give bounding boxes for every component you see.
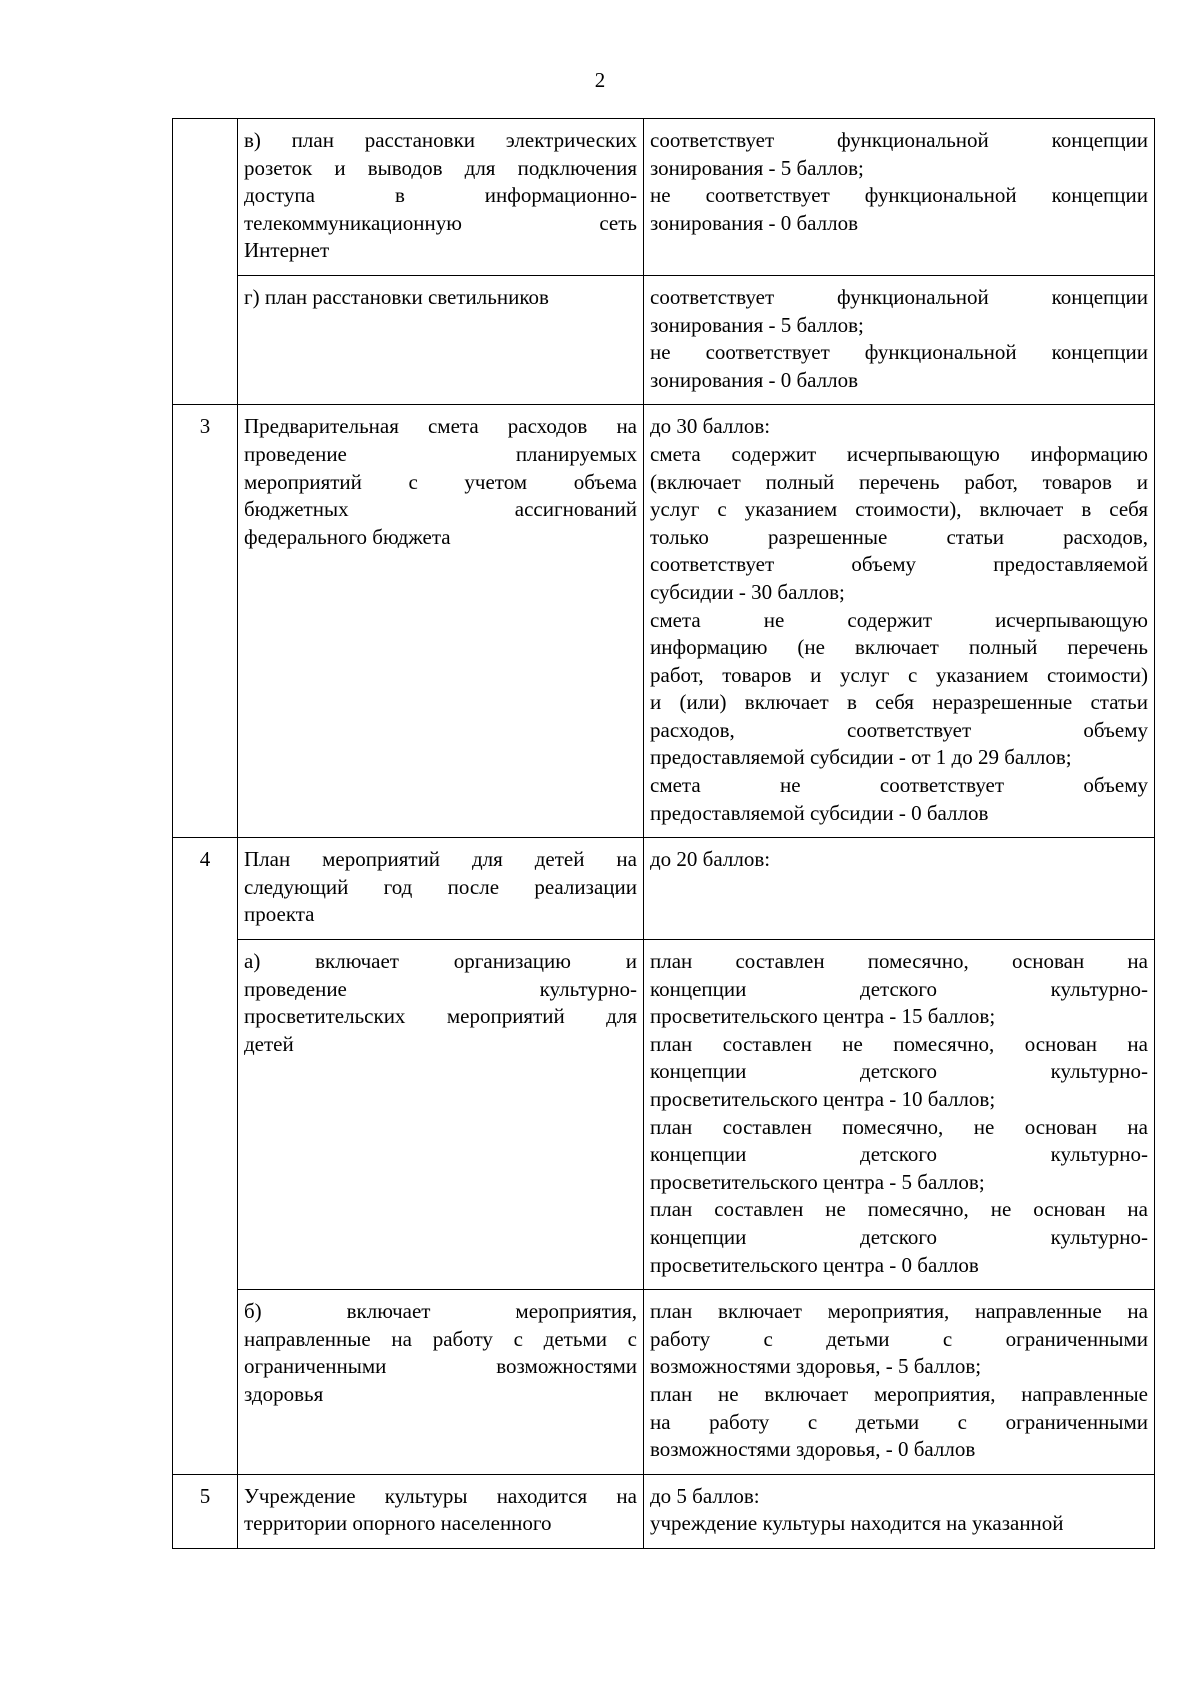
text-line: розеток и выводов для подключения bbox=[244, 155, 637, 180]
score-cell bbox=[644, 940, 1155, 1290]
text-line: не соответствует функциональной концепции bbox=[650, 183, 1148, 208]
text-line: здоровья bbox=[244, 1381, 324, 1406]
text-line: Учреждение культуры находится на bbox=[244, 1483, 637, 1508]
table-row bbox=[173, 1474, 1155, 1548]
text-line: зонирования - 0 баллов bbox=[650, 210, 859, 235]
text-line: направленные на работу с детьми с bbox=[244, 1326, 637, 1351]
text-line: концепции детского культурно- bbox=[650, 1059, 1148, 1084]
text-line: территории опорного населенного bbox=[244, 1511, 552, 1536]
criteria-table-body bbox=[173, 119, 1155, 1549]
item-number: 4 bbox=[173, 838, 238, 1474]
text-line: только разрешенные статьи расходов, bbox=[650, 524, 1148, 549]
table-row bbox=[173, 275, 1155, 404]
text-line: план включает мероприятия, направленные на bbox=[650, 1299, 1148, 1324]
text-line: план не включает мероприятия, направленные bbox=[650, 1381, 1148, 1406]
text-line: соответствует функциональной концепции bbox=[650, 128, 1148, 152]
page-number: 2 bbox=[594, 68, 606, 92]
text-line: соответствует объему предоставляемой bbox=[650, 552, 1148, 577]
text-line: предоставляемой субсидии - 0 баллов bbox=[650, 800, 989, 825]
text-line: бюджетных ассигнований bbox=[244, 497, 637, 522]
text-line: концепции детского культурно- bbox=[650, 976, 1148, 1001]
table-row bbox=[173, 1290, 1155, 1475]
criterion-cell bbox=[238, 940, 644, 1290]
text-line: следующий год после реализации bbox=[244, 874, 637, 899]
text-line: до 5 баллов: bbox=[650, 1483, 760, 1508]
text-line: план составлен не помесячно, не основан на bbox=[650, 1197, 1148, 1222]
text-line: просветительского центра - 5 баллов; bbox=[650, 1169, 985, 1194]
text-line: мероприятий с учетом объема bbox=[244, 469, 637, 494]
text-line: концепции детского культурно- bbox=[650, 1142, 1148, 1167]
criterion-cell bbox=[238, 1474, 644, 1548]
table-row bbox=[173, 119, 1155, 276]
criterion-cell bbox=[238, 405, 644, 838]
criterion-cell bbox=[238, 838, 644, 940]
table-row bbox=[173, 405, 1155, 838]
text-line: ограниченными возможностями bbox=[244, 1354, 637, 1379]
text-line: проведение планируемых bbox=[244, 441, 637, 466]
item-number: 3 bbox=[173, 405, 238, 838]
table-row bbox=[173, 838, 1155, 940]
text-line: расходов, соответствует объему bbox=[650, 717, 1148, 742]
text-line: концепции детского культурно- bbox=[650, 1224, 1148, 1249]
item-number: 5 bbox=[173, 1474, 238, 1548]
item-number bbox=[173, 119, 238, 405]
text-line: работ, товаров и услуг с указанием стоимости) bbox=[650, 662, 1148, 687]
text-line: зонирования - 0 баллов bbox=[650, 367, 859, 392]
text-line: телекоммуникационную сеть bbox=[244, 210, 637, 235]
text-line: проведение культурно- bbox=[244, 976, 637, 1001]
text-line: до 20 баллов: bbox=[650, 847, 771, 872]
table-row bbox=[173, 940, 1155, 1290]
criterion-cell bbox=[238, 119, 644, 276]
criterion-cell bbox=[238, 275, 644, 404]
text-line: федерального бюджета bbox=[244, 524, 451, 549]
text-line: план составлен помесячно, основан на bbox=[650, 949, 1148, 974]
score-cell bbox=[644, 1474, 1155, 1548]
text-line: услуг с указанием стоимости), включает в себя bbox=[650, 497, 1148, 522]
score-cell bbox=[644, 1290, 1155, 1475]
text-line: план составлен не помесячно, основан на bbox=[650, 1031, 1148, 1056]
text-line: просветительских мероприятий для bbox=[244, 1004, 637, 1029]
text-line: смета не содержит исчерпывающую bbox=[650, 607, 1148, 632]
text-line: смета содержит исчерпывающую информацию bbox=[650, 441, 1148, 466]
text-line: Предварительная смета расходов на bbox=[244, 414, 637, 439]
text-line: до 30 баллов: bbox=[650, 414, 771, 439]
score-cell bbox=[644, 838, 1155, 940]
text-line: в) план расстановки электрических bbox=[244, 128, 637, 152]
text-line: субсидии - 30 баллов; bbox=[650, 579, 845, 604]
criterion-cell bbox=[238, 1290, 644, 1475]
criteria-table bbox=[172, 118, 1155, 1549]
text-line: Интернет bbox=[244, 238, 330, 263]
text-line: учреждение культуры находится на указанной bbox=[650, 1511, 1064, 1536]
text-line: соответствует функциональной концепции bbox=[650, 284, 1148, 309]
text-line: План мероприятий для детей на bbox=[244, 847, 637, 872]
text-line: зонирования - 5 баллов; bbox=[650, 312, 864, 337]
text-line: детей bbox=[244, 1031, 294, 1056]
text-line: б) включает мероприятия, bbox=[244, 1299, 637, 1324]
text-line: (включает полный перечень работ, товаров и bbox=[650, 469, 1148, 494]
text-line: и (или) включает в себя неразрешенные статьи bbox=[650, 690, 1148, 715]
text-line: предоставляемой субсидии - от 1 до 29 баллов; bbox=[650, 745, 1072, 770]
score-cell bbox=[644, 405, 1155, 838]
text-line: план составлен помесячно, не основан на bbox=[650, 1114, 1148, 1139]
text-line: доступа в информационно- bbox=[244, 183, 637, 208]
text-line: возможностями здоровья, - 0 баллов bbox=[650, 1437, 976, 1462]
text-line: просветительского центра - 10 баллов; bbox=[650, 1087, 996, 1111]
text-line: работу с детьми с ограниченными bbox=[650, 1326, 1148, 1351]
text-line: г) план расстановки светильников bbox=[244, 284, 549, 309]
text-line: информацию (не включает полный перечень bbox=[650, 635, 1148, 660]
text-line: просветительского центра - 15 баллов; bbox=[650, 1004, 996, 1029]
text-line: смета не соответствует объему bbox=[650, 773, 1148, 798]
text-line: на работу с детьми с ограниченными bbox=[650, 1409, 1148, 1434]
text-line: а) включает организацию и bbox=[244, 949, 637, 974]
text-line: просветительского центра - 0 баллов bbox=[650, 1252, 979, 1277]
score-cell bbox=[644, 275, 1155, 404]
text-line: не соответствует функциональной концепции bbox=[650, 340, 1148, 365]
text-line: проекта bbox=[244, 902, 315, 927]
text-line: зонирования - 5 баллов; bbox=[650, 155, 864, 180]
text-line: возможностями здоровья, - 5 баллов; bbox=[650, 1354, 982, 1379]
score-cell bbox=[644, 119, 1155, 276]
